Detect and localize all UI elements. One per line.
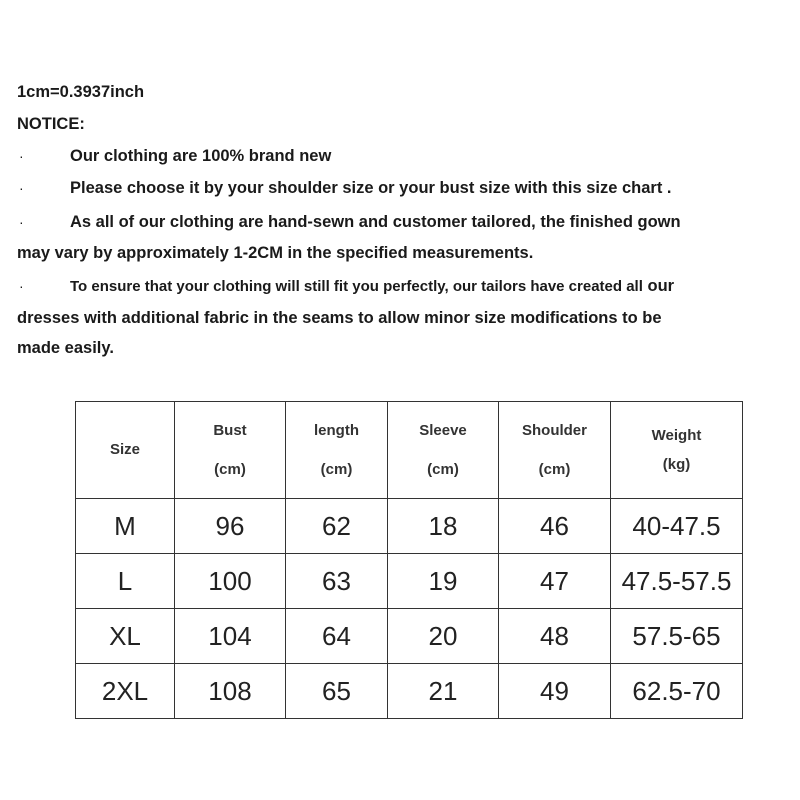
cell-size: M [76, 499, 175, 554]
bullet-icon: · [19, 278, 24, 294]
header-unit: (cm) [538, 460, 571, 478]
table-header-row [76, 402, 743, 499]
notice-text-continued: made easily. [17, 339, 114, 357]
header-label: Bust [213, 421, 247, 439]
header-sleeve [388, 402, 499, 499]
cell-sleeve: 20 [388, 609, 499, 664]
cell-bust: 104 [175, 609, 286, 664]
cell-bust: 100 [175, 554, 286, 609]
bullet-icon: · [19, 148, 24, 164]
table-row [76, 664, 743, 719]
notice-item [17, 270, 787, 303]
unit-conversion: 1cm=0.3937inch [17, 83, 145, 101]
table-row [76, 609, 743, 664]
header-unit: (cm) [320, 460, 353, 478]
cell-weight: 47.5-57.5 [611, 554, 743, 609]
notice-heading: NOTICE: [17, 115, 85, 133]
header-label: Weight [651, 426, 702, 444]
cell-size: L [76, 554, 175, 609]
table-row [76, 499, 743, 554]
header-label: Shoulder [521, 421, 587, 439]
header-shoulder [499, 402, 611, 499]
notice-item [17, 206, 787, 238]
notice-text: To ensure that your clothing will still fit you perfectly, our tailors have created all [70, 278, 643, 295]
cell-length: 65 [286, 664, 388, 719]
notice-item [17, 140, 787, 172]
cell-length: 62 [286, 499, 388, 554]
notice-text: Please choose it by your shoulder size or your bust size with this size chart . [70, 179, 672, 197]
cell-shoulder: 48 [499, 609, 611, 664]
cell-weight: 62.5-70 [611, 664, 743, 719]
bullet-icon: · [19, 180, 24, 196]
header-length [286, 402, 388, 499]
cell-sleeve: 21 [388, 664, 499, 719]
cell-sleeve: 19 [388, 554, 499, 609]
header-label: length [314, 421, 359, 439]
header-label: Size [109, 441, 140, 458]
bullet-icon: · [19, 214, 24, 230]
cell-length: 63 [286, 554, 388, 609]
cell-weight: 57.5-65 [611, 609, 743, 664]
cell-bust: 96 [175, 499, 286, 554]
cell-shoulder: 47 [499, 554, 611, 609]
header-bust [175, 402, 286, 499]
cell-length: 64 [286, 609, 388, 664]
notice-text-continued: dresses with additional fabric in the seams to allow minor size modifications to be [17, 309, 662, 327]
header-size [76, 402, 175, 499]
notice-text-continued: may vary by approximately 1-2CM in the specified measurements. [17, 244, 534, 262]
cell-size: 2XL [76, 664, 175, 719]
cell-shoulder: 46 [499, 499, 611, 554]
cell-size: XL [76, 609, 175, 664]
notice-section [17, 76, 787, 363]
size-chart-table [75, 401, 743, 719]
header-label: Sleeve [419, 421, 467, 439]
header-unit: (cm) [214, 460, 246, 478]
notice-text: As all of our clothing are hand-sewn and customer tailored, the finished gown [70, 213, 681, 231]
header-unit: (kg) [662, 455, 691, 473]
cell-sleeve: 18 [388, 499, 499, 554]
cell-weight: 40-47.5 [611, 499, 743, 554]
cell-shoulder: 49 [499, 664, 611, 719]
cell-bust: 108 [175, 664, 286, 719]
notice-item [17, 172, 787, 204]
notice-text-tail: our [642, 277, 675, 295]
header-weight [611, 402, 743, 499]
notice-text: Our clothing are 100% brand new [70, 147, 332, 165]
table-row [76, 554, 743, 609]
header-unit: (cm) [427, 460, 459, 478]
